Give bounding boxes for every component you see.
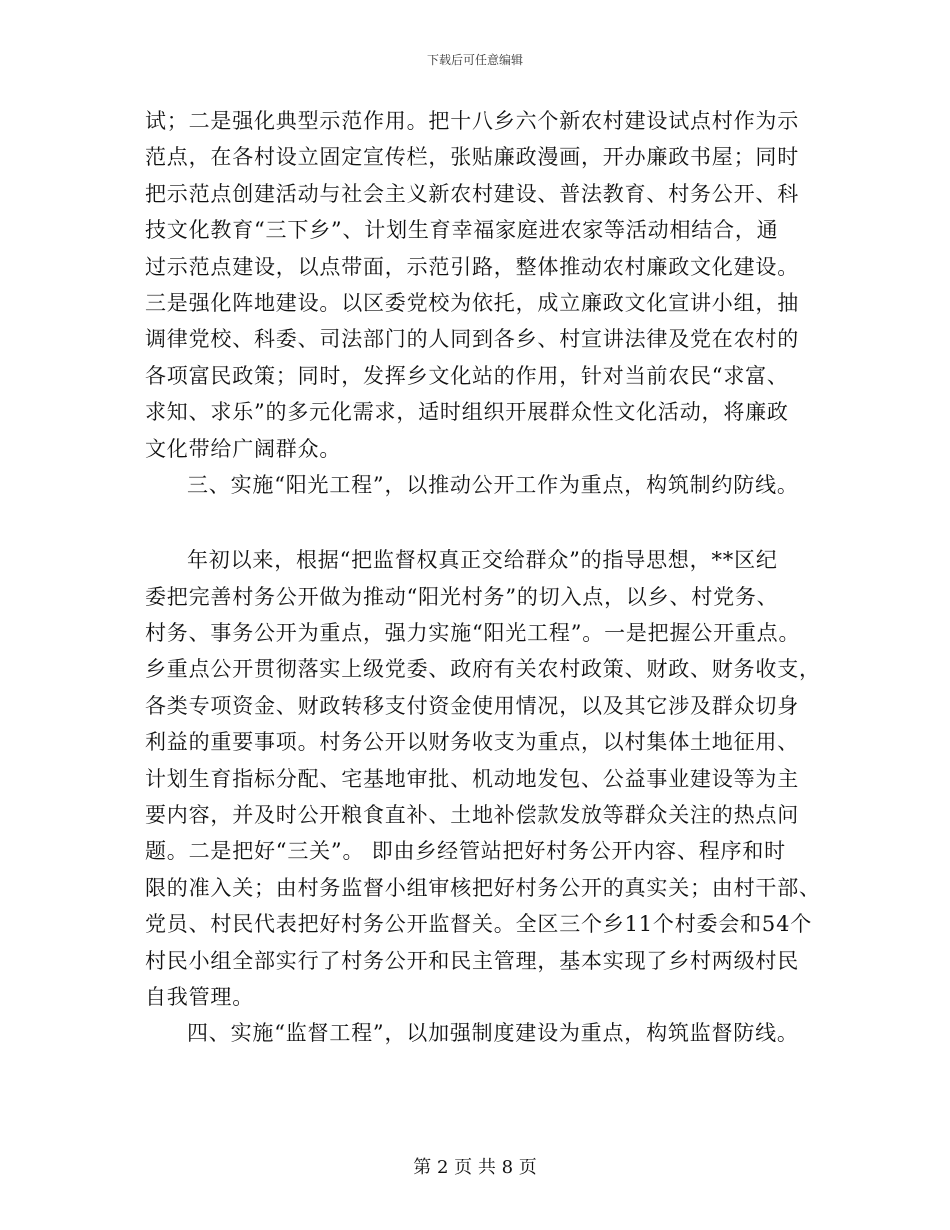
body-line: 计划生育指标分配、宅基地审批、机动地发包、公益事业建设等为主 [145,766,799,791]
body-line: 村民小组全部实行了村务公开和民主管理，基本实现了乡村两级村民 [145,948,799,973]
body-line: 技文化教育“三下乡”、计划生育幸福家庭进农家等活动相结合，通 [145,218,779,243]
page-header: 下载后可任意编辑 [426,53,523,67]
body-line: 自我管理。 [145,984,254,1009]
body-line: 村务、事务公开为重点，强力实施“阳光工程”。一是把握公开重点。 [145,621,801,646]
body-line: 利益的重要事项。村务公开以财务收支为重点，以村集体土地征用、 [145,730,799,755]
section-heading-4: 四、实施“监督工程”，以加强制度建设为重点，构筑监督防线。 [187,1021,799,1046]
body-line: 各类专项资金、财政转移支付资金使用情况，以及其它涉及群众切身 [145,693,799,718]
body-line: 三是强化阵地建设。以区委党校为依托，成立廉政文化宣讲小组，抽 [145,290,799,315]
body-line: 乡重点公开贯彻落实上级党委、政府有关农村政策、财政、财务收支， [145,657,821,682]
body-line: 过示范点建设，以点带面，示范引路，整体推动农村廉政文化建设。 [145,254,799,279]
document-body [145,103,821,1052]
body-line: 要内容，并及时公开粮食直补、土地补偿款发放等群众关注的热点问 [145,803,799,828]
body-line: 限的准入关；由村务监督小组审核把好村务公开的真实关；由村干部、 [145,875,821,900]
body-line: 调律党校、科委、司法部门的人同到各乡、村宣讲法律及党在农村的 [145,327,799,352]
body-line: 求知、求乐”的多元化需求，适时组织开展群众性文化活动，将廉政 [145,400,789,425]
body-line: 试；二是强化典型示范作用。把十八乡六个新农村建设试点村作为示 [145,109,799,133]
body-line: 把示范点创建活动与社会主义新农村建设、普法教育、村务公开、科 [145,181,799,206]
body-line: 各项富民政策；同时，发挥乡文化站的作用，针对当前农民“求富、 [145,363,789,388]
body-line: 文化带给广阔群众。 [145,436,342,461]
body-line: 题。二是把好“三关”。 即由乡经管站把好村务公开内容、程序和时 [145,839,786,864]
body-line: 年初以来，根据“把监督权真正交给群众”的指导思想，**区纪 [187,548,778,573]
body-line: 范点，在各村设立固定宣传栏，张贴廉政漫画，开办廉政书屋；同时 [145,145,799,170]
section-heading-3: 三、实施“阳光工程”，以推动公开工作为重点，构筑制约防线。 [187,472,799,497]
page-number-footer: 第 2 页 共 8 页 [413,1157,537,1178]
body-line: 党员、村民代表把好村务公开监督关。全区三个乡11个村委会和54个 [145,912,813,937]
body-line: 委把完善村务公开做为推动“阳光村务”的切入点，以乡、村党务、 [145,584,779,609]
